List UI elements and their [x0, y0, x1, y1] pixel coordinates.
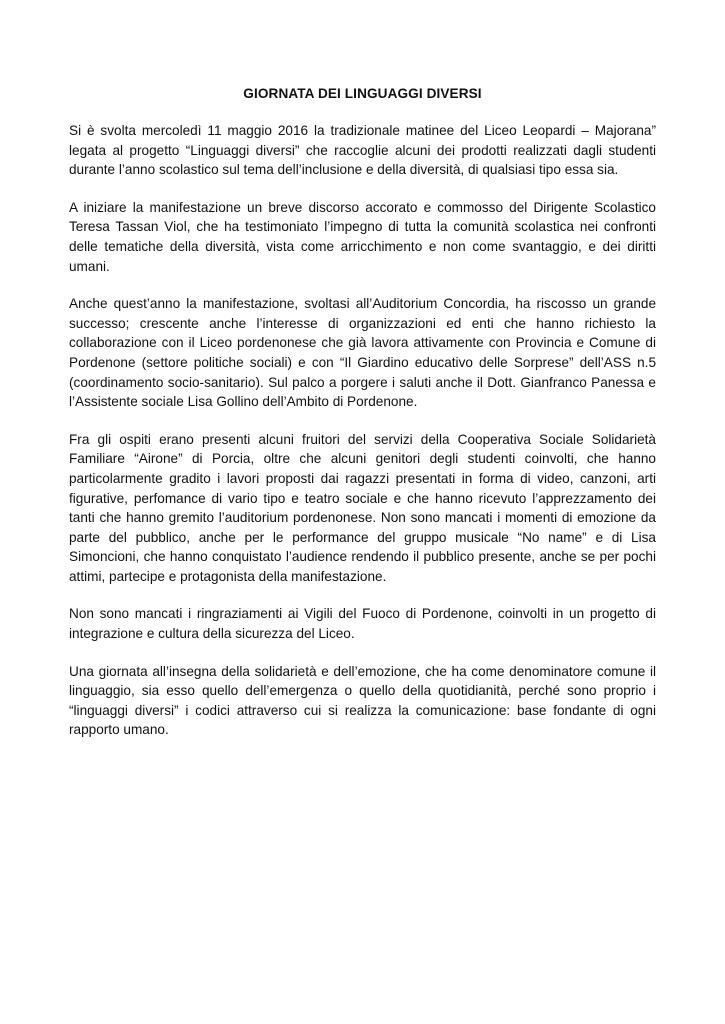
paragraph-4: Fra gli ospiti erano presenti alcuni fruitori del servizi della Cooperativa Sociale Solidarietà Familiare “Airone” di Porcia, oltre che alcuni genitori degli studenti coinvolti, che hanno particolarmente gradito i lavori proposti dai ragazzi presentati in forma di video, canzoni, arti figurative, perfomance di vario tipo e teatro sociale e che hanno ricevuto l’apprezzamento dei tanti che hanno gremito l’auditorium pordenonese. Non sono mancati i momenti di emozione da parte del pubblico, anche per le performance del gruppo musicale “No name” e di Lisa Simoncioni, che hanno conquistato l’audience rendendo il pubblico presente, anche se per pochi attimi, partecipe e protagonista della manifestazione.: [69, 431, 656, 584]
paragraph-6: Una giornata all’insegna della solidarietà e dell’emozione, che ha come denominatore comune il linguaggio, sia esso quello dell’emergenza o quello della quotidianità, perché sono proprio i “linguaggi diversi” i codici attraverso cui si realizza la comunicazione: base fondante di ogni rapporto umano.: [69, 663, 656, 738]
paragraph-2: A iniziare la manifestazione un breve discorso accorato e commosso del Dirigente Scolastico Teresa Tassan Viol, che ha testimoniato l’impegno di tutta la comunità scolastica nei confronti delle tematiche della diversità, vista come arricchimento e non come svantaggio, e dei diritti umani.: [69, 199, 656, 274]
paragraph-3: Anche quest’anno la manifestazione, svoltasi all’Auditorium Concordia, ha riscosso un grande successo; crescente anche l’interesse di organizzazioni ed enti che hanno richiesto la collaborazione con il Liceo pordenonese che già lavora attivamente con Provincia e Comune di Pordenone (settore politiche sociali) e con “Il Giardino educativo delle Sorprese” dell’ASS n.5 (coordinamento socio-sanitario). Sul palco a porgere i saluti anche il Dott. Gianfranco Panessa e l’Assistente sociale Lisa Gollino dell’Ambito di Pordenone.: [69, 296, 656, 410]
paragraph-5: Non sono mancati i ringraziamenti ai Vigili del Fuoco di Pordenone, coinvolti in un progetto di integrazione e cultura della sicurezza del Liceo.: [69, 606, 656, 642]
document-page: [69, 84, 656, 758]
paragraph-1: Si è svolta mercoledì 11 maggio 2016 la tradizionale matinee del Liceo Leopardi – Majorana” legata al progetto “Linguaggi diversi” che raccoglie alcuni dei prodotti realizzati dagli studenti durante l’anno scolastico sul tema dell’inclusione e della diversità, di qualsiasi tipo essa sia.: [69, 123, 656, 178]
document-title: GIORNATA DEI LINGUAGGI DIVERSI: [243, 86, 482, 101]
